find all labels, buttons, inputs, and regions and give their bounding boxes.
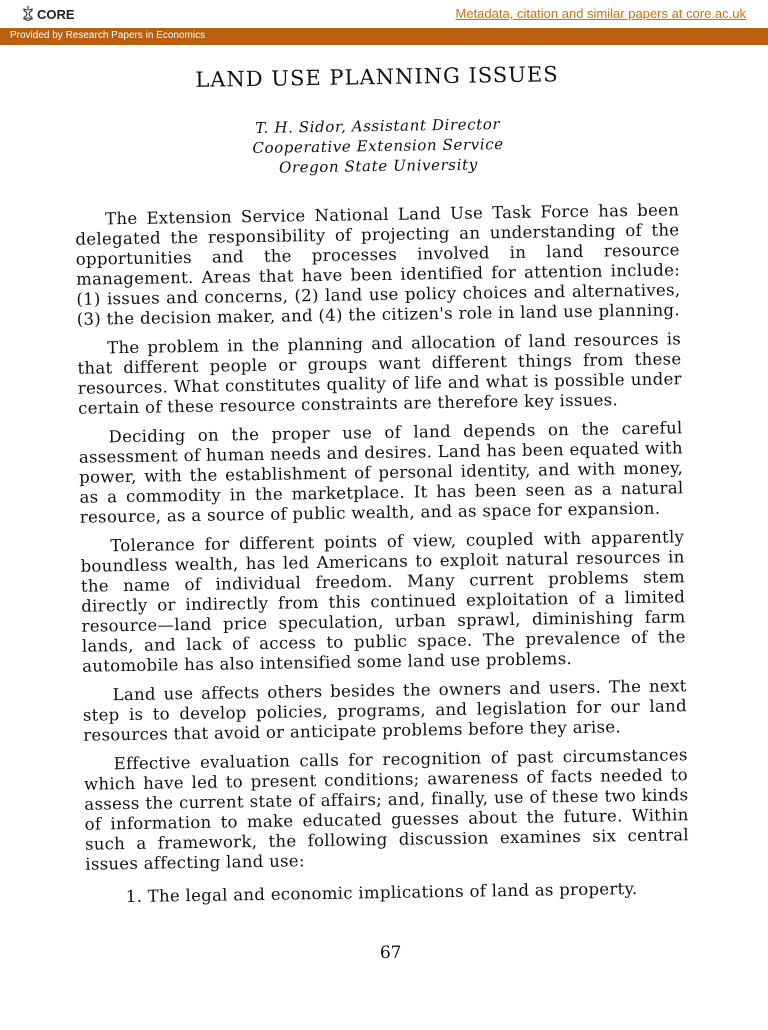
core-logo[interactable] (22, 5, 75, 23)
core-logo-label: CORE (37, 6, 75, 22)
scanned-page (0, 39, 768, 1030)
metadata-link[interactable]: Metadata, citation and similar papers at core.ac.uk (455, 6, 746, 21)
paragraph: The Extension Service National Land Use Task Force has been delegated the responsibility of projecting an understanding of the opportunities and the processes involved in land resource management. Areas that have been identified for attention include: (1) issues and concerns, (2) land use policy choices and alternatives, (3) the decision maker, and (4) the citizen's role in land use planning. (75, 200, 681, 329)
core-header-bar (0, 0, 768, 29)
paper-title: LAND USE PLANNING ISSUES (195, 62, 559, 92)
provided-by-text[interactable]: Provided by Research Papers in Economics (10, 30, 206, 41)
author-line-name: T. H. Sidor, Assistant Director (255, 115, 501, 137)
list-item: 1. The legal and economic implications of land as property. (125, 879, 638, 907)
author-line-university: Oregon State University (278, 155, 478, 177)
paragraph: Land use affects others besides the owners and users. The next step is to develop policies, programs, and legislation for our land resources that avoid or anticipate problems before they arise. (82, 676, 688, 745)
page-number: 67 (379, 942, 402, 964)
paragraph: The problem in the planning and allocation of land resources is that different people or groups want different things from these resources. What constitutes quality of life and what is possible under certain of these resource constraints are therefore key issues. (77, 329, 682, 418)
apple-core-icon (22, 6, 34, 22)
paragraph: Tolerance for different points of view, coupled with apparently boundless wealth, has led Americans to exploit natural resources in the name of individual freedom. Many current problems stem directly or indirectly from this continued exploitation of a limited resource—land price speculation, urban sprawl, diminishing farm lands, and lack of access to public space. The prevalence of the automobile has also intensified some land use problems. (80, 527, 686, 676)
paragraph: Deciding on the proper use of land depends on the careful assessment of human needs and desires. Land has been equated with power, with the establishment of personal identity, and with money, as a commodity in the marketplace. It has been seen as a natural resource, as a source of public wealth, and as space for expansion. (78, 418, 684, 527)
author-line-department: Cooperative Extension Service (252, 135, 504, 158)
paragraph: Effective evaluation calls for recognition of past circumstances which have led to present conditions; awareness of facts needed to assess the current state of affairs; and, finally, use of these two kinds of information to make educated guesses about the future. Within such a framework, the following discussion examines six central issues affecting land use: (83, 745, 690, 874)
body-text (75, 200, 690, 883)
